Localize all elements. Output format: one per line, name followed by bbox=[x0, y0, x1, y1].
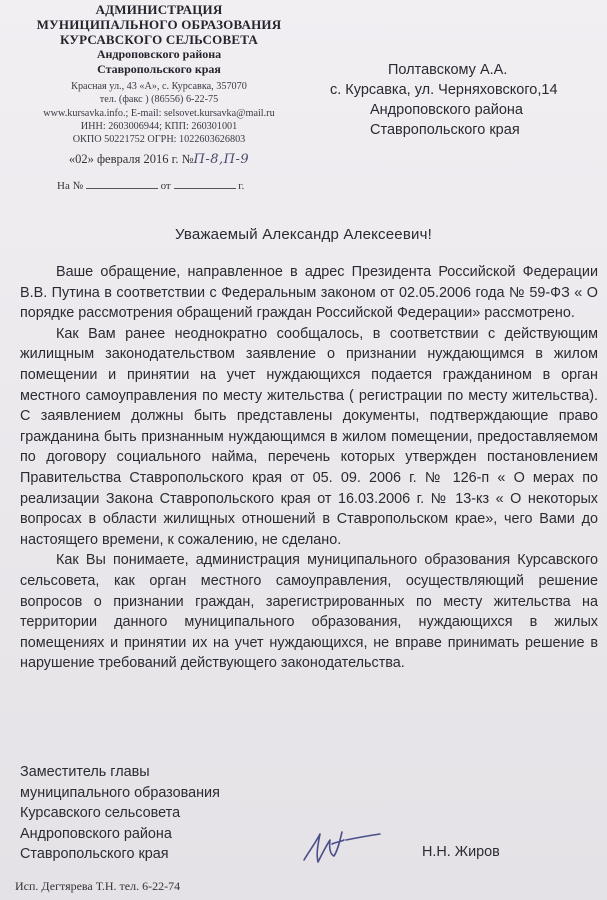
sig-title-line4: Андроповского района bbox=[20, 825, 172, 842]
org-district: Андроповского района bbox=[96, 47, 222, 61]
sig-title-line3: Курсавского сельсовета bbox=[20, 805, 181, 822]
org-address: Красная ул., 43 «А», с. Курсавка, 357070 bbox=[71, 81, 247, 92]
outgoing-date: «02» февраля 2016 г. № bbox=[68, 152, 194, 167]
salutation: Уважаемый Александр Алексеевич! bbox=[175, 226, 432, 243]
org-name-line1: АДМИНИСТРАЦИЯ bbox=[95, 2, 223, 17]
sig-title-line1: Заместитель главы bbox=[20, 764, 150, 780]
body-paragraph-3: Как Вы понимаете, администрация муниципального образования Курсавского сельсовета, как орган местного самоуправления, осуществляющий решение вопросов о признании граждан, зарегистрированных по месту жительства на территории данного муниципального образования, нуждающихся в жилых помещениях и принятии их на учет нуждающихся, не вправе принимать решение в нарушение требований действующего законодательства. bbox=[20, 552, 598, 672]
signature-title-block bbox=[20, 762, 280, 865]
sig-title-line2: муниципального образования bbox=[20, 784, 220, 801]
letterhead bbox=[28, 2, 290, 167]
body-paragraph-2: Как Вам ранее неоднократно сообщалось, в соответствии с действующим жилищным законодательством заявление о признании нуждающимся в жилом помещении и принятии на учет нуждающихся подается гражданином в орган местного самоуправления по месту жительства ( регистрации по месту жительства). С заявлением должны быть представлены документы, подтверждающие право гражданина быть признанным нуждающимся в жилом помещении, предоставляемом по договору социального найма, перечень которых утвержден постановлением Правительства Ставропольского края от 05. 09. 2006 г. № 126-п « О мерах по реализации Закона Ставропольского края от 16.03.2006 г. № 13-кз « О некоторых вопросах в области жилищных отношений в Ставропольском крае», чего Вами до настоящего времени, к сожалению, не сделано. bbox=[20, 325, 598, 548]
org-inn-kpp: ИНН: 2603006944; КПП: 260301001 bbox=[80, 120, 238, 132]
org-name-line2: МУНИЦИПАЛЬНОГО ОБРАЗОВАНИЯ bbox=[36, 17, 282, 32]
org-name-line3: КУРСАВСКОГО СЕЛЬСОВЕТА bbox=[59, 32, 259, 47]
ref-number-blank bbox=[86, 188, 158, 189]
handwritten-signature bbox=[296, 820, 396, 870]
outgoing-number-handwritten: П-8,П-9 bbox=[193, 152, 250, 168]
letter-body bbox=[20, 262, 598, 674]
recipient-block bbox=[330, 60, 600, 140]
org-region: Ставропольского края bbox=[97, 62, 221, 76]
org-okpo-ogrn: ОКПО 50221752 ОГРН: 1022603626803 bbox=[72, 134, 246, 146]
recipient-address2: Андроповского района bbox=[370, 102, 523, 118]
sig-title-line5: Ставропольского края bbox=[20, 846, 169, 863]
reference-line bbox=[57, 180, 287, 192]
ref-year: г. bbox=[238, 180, 245, 192]
outgoing-date-number bbox=[28, 152, 290, 167]
ref-date-blank bbox=[174, 188, 236, 189]
recipient-address1: с. Курсавка, ул. Черняховского,14 bbox=[330, 82, 558, 98]
executor-note: Исп. Дегтярева Т.Н. тел. 6-22-74 bbox=[15, 879, 181, 893]
ref-from: от bbox=[160, 180, 171, 192]
ref-prefix: На № bbox=[57, 180, 84, 192]
recipient-address3: Ставропольского края bbox=[370, 122, 520, 138]
recipient-name: Полтавскому А.А. bbox=[388, 62, 508, 78]
signer-name: Н.Н. Жиров bbox=[422, 844, 500, 860]
body-paragraph-1: Ваше обращение, направленное в адрес Президента Российской Федерации В.В. Путина в соответствии с Федеральным законом от 02.05.2006 года № 59-ФЗ « О порядке рассмотрения обращений граждан Российской Федерации» рассмотрено. bbox=[20, 264, 598, 322]
org-phone: тел. (факс ) (86556) 6-22-75 bbox=[99, 94, 219, 106]
org-web-email: www.kursavka.info.; E-mail: selsovet.kursavka@mail.ru bbox=[43, 107, 275, 119]
